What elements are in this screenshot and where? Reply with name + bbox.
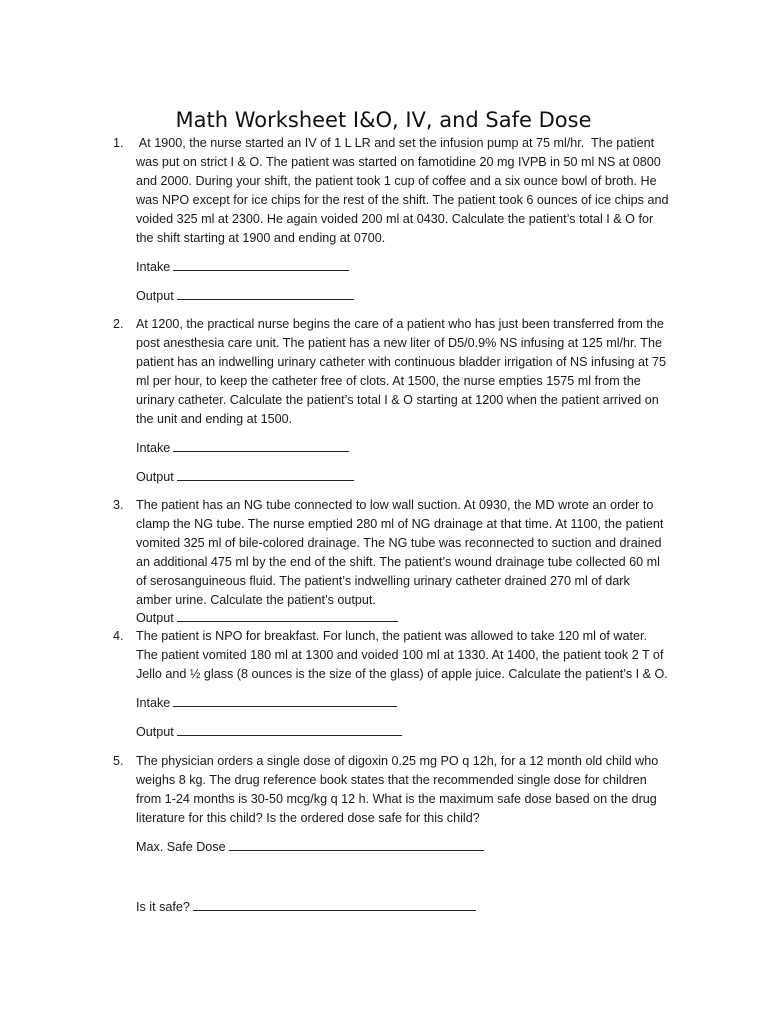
answer-blank[interactable] (173, 694, 397, 707)
output-answer-2[interactable]: Output (136, 468, 354, 487)
answer-blank[interactable] (173, 258, 349, 271)
max-safe-dose-answer[interactable]: Max. Safe Dose (136, 838, 484, 857)
output-answer-4[interactable]: Output (136, 723, 402, 742)
question-number: 5. (113, 754, 124, 768)
answer-blank[interactable] (177, 723, 402, 736)
answer-blank[interactable] (193, 898, 476, 911)
question-text: At 1200, the practical nurse begins the care of a patient who has just been transferred from the post anesthesia care unit. The patient has a new liter of D5/0.9% NS infusing at 125 ml/hr. The patient has an indwelling urinary catheter with continuous bladder irrigation of NS infusing at 75 ml per hour, to keep the catheter free of clots. At 1500, the nurse empties 1575 ml from the urinary catheter. Calculate the patient’s total I & O starting at 1200 when the patient arrived on the unit and ending at 1500. (136, 317, 666, 426)
question-text: The patient has an NG tube connected to low wall suction. At 0930, the MD wrote an order to clamp the NG tube. The nurse emptied 280 ml of NG drainage at that time. At 1100, the patient vomited 325 ml of bile-colored drainage. The NG tube was reconnected to suction and drained an additional 475 ml by the end of the shift. The patient’s wound drainage tube collected 60 ml of serosanguineous fluid. The patient’s indwelling urinary catheter drained 270 ml of dark amber urine. Calculate the patient’s output. (136, 498, 664, 607)
answer-blank[interactable] (177, 287, 354, 300)
question-text: The physician orders a single dose of digoxin 0.25 mg PO q 12h, for a 12 month old child who weighs 8 kg. The drug reference book states that the recommended single dose for children from 1-24 months is 30-50 mcg/kg q 12 h. What is the maximum safe dose based on the drug literature for this child? Is the ordered dose safe for this child? (136, 754, 659, 825)
answer-blank[interactable] (173, 439, 349, 452)
intake-answer-4[interactable]: Intake (136, 694, 397, 713)
answer-blank[interactable] (177, 609, 398, 622)
question-number: 3. (113, 498, 124, 512)
is-it-safe-answer[interactable]: Is it safe? (136, 898, 476, 917)
answer-blank[interactable] (229, 838, 484, 851)
output-answer-1[interactable]: Output (136, 287, 354, 306)
output-answer-3[interactable]: Output (136, 609, 398, 628)
question-number: 4. (113, 629, 124, 643)
question-text: The patient is NPO for breakfast. For lunch, the patient was allowed to take 120 ml of water. The patient vomited 180 ml at 1300 and voided 100 ml at 1330. At 1400, the patient took 2 T of Jello and ½ glass (8 ounces is the size of the glass) of apple juice. Calculate the patient’s I & O. (136, 629, 668, 681)
intake-answer-1[interactable]: Intake (136, 258, 349, 277)
worksheet-title: Math Worksheet I&O, IV, and Safe Dose (175, 108, 592, 132)
question-text: At 1900, the nurse started an IV of 1 L LR and set the infusion pump at 75 ml/hr. The patient was put on strict I & O. The patient was started on famotidine 20 mg IVPB in 50 ml NS at 0800 and 2000. During your shift, the patient took 1 cup of coffee and a six ounce bowl of broth. He was NPO except for ice chips for the rest of the shift. The patient took 6 ounces of ice chips and voided 325 ml at 2300. He again voided 200 ml at 0430. Calculate the patient’s total I & O for the shift starting at 1900 and ending at 0700. (136, 136, 669, 245)
question-number: 1. (113, 136, 124, 150)
answer-blank[interactable] (177, 468, 354, 481)
intake-answer-2[interactable]: Intake (136, 439, 349, 458)
question-number: 2. (113, 317, 124, 331)
